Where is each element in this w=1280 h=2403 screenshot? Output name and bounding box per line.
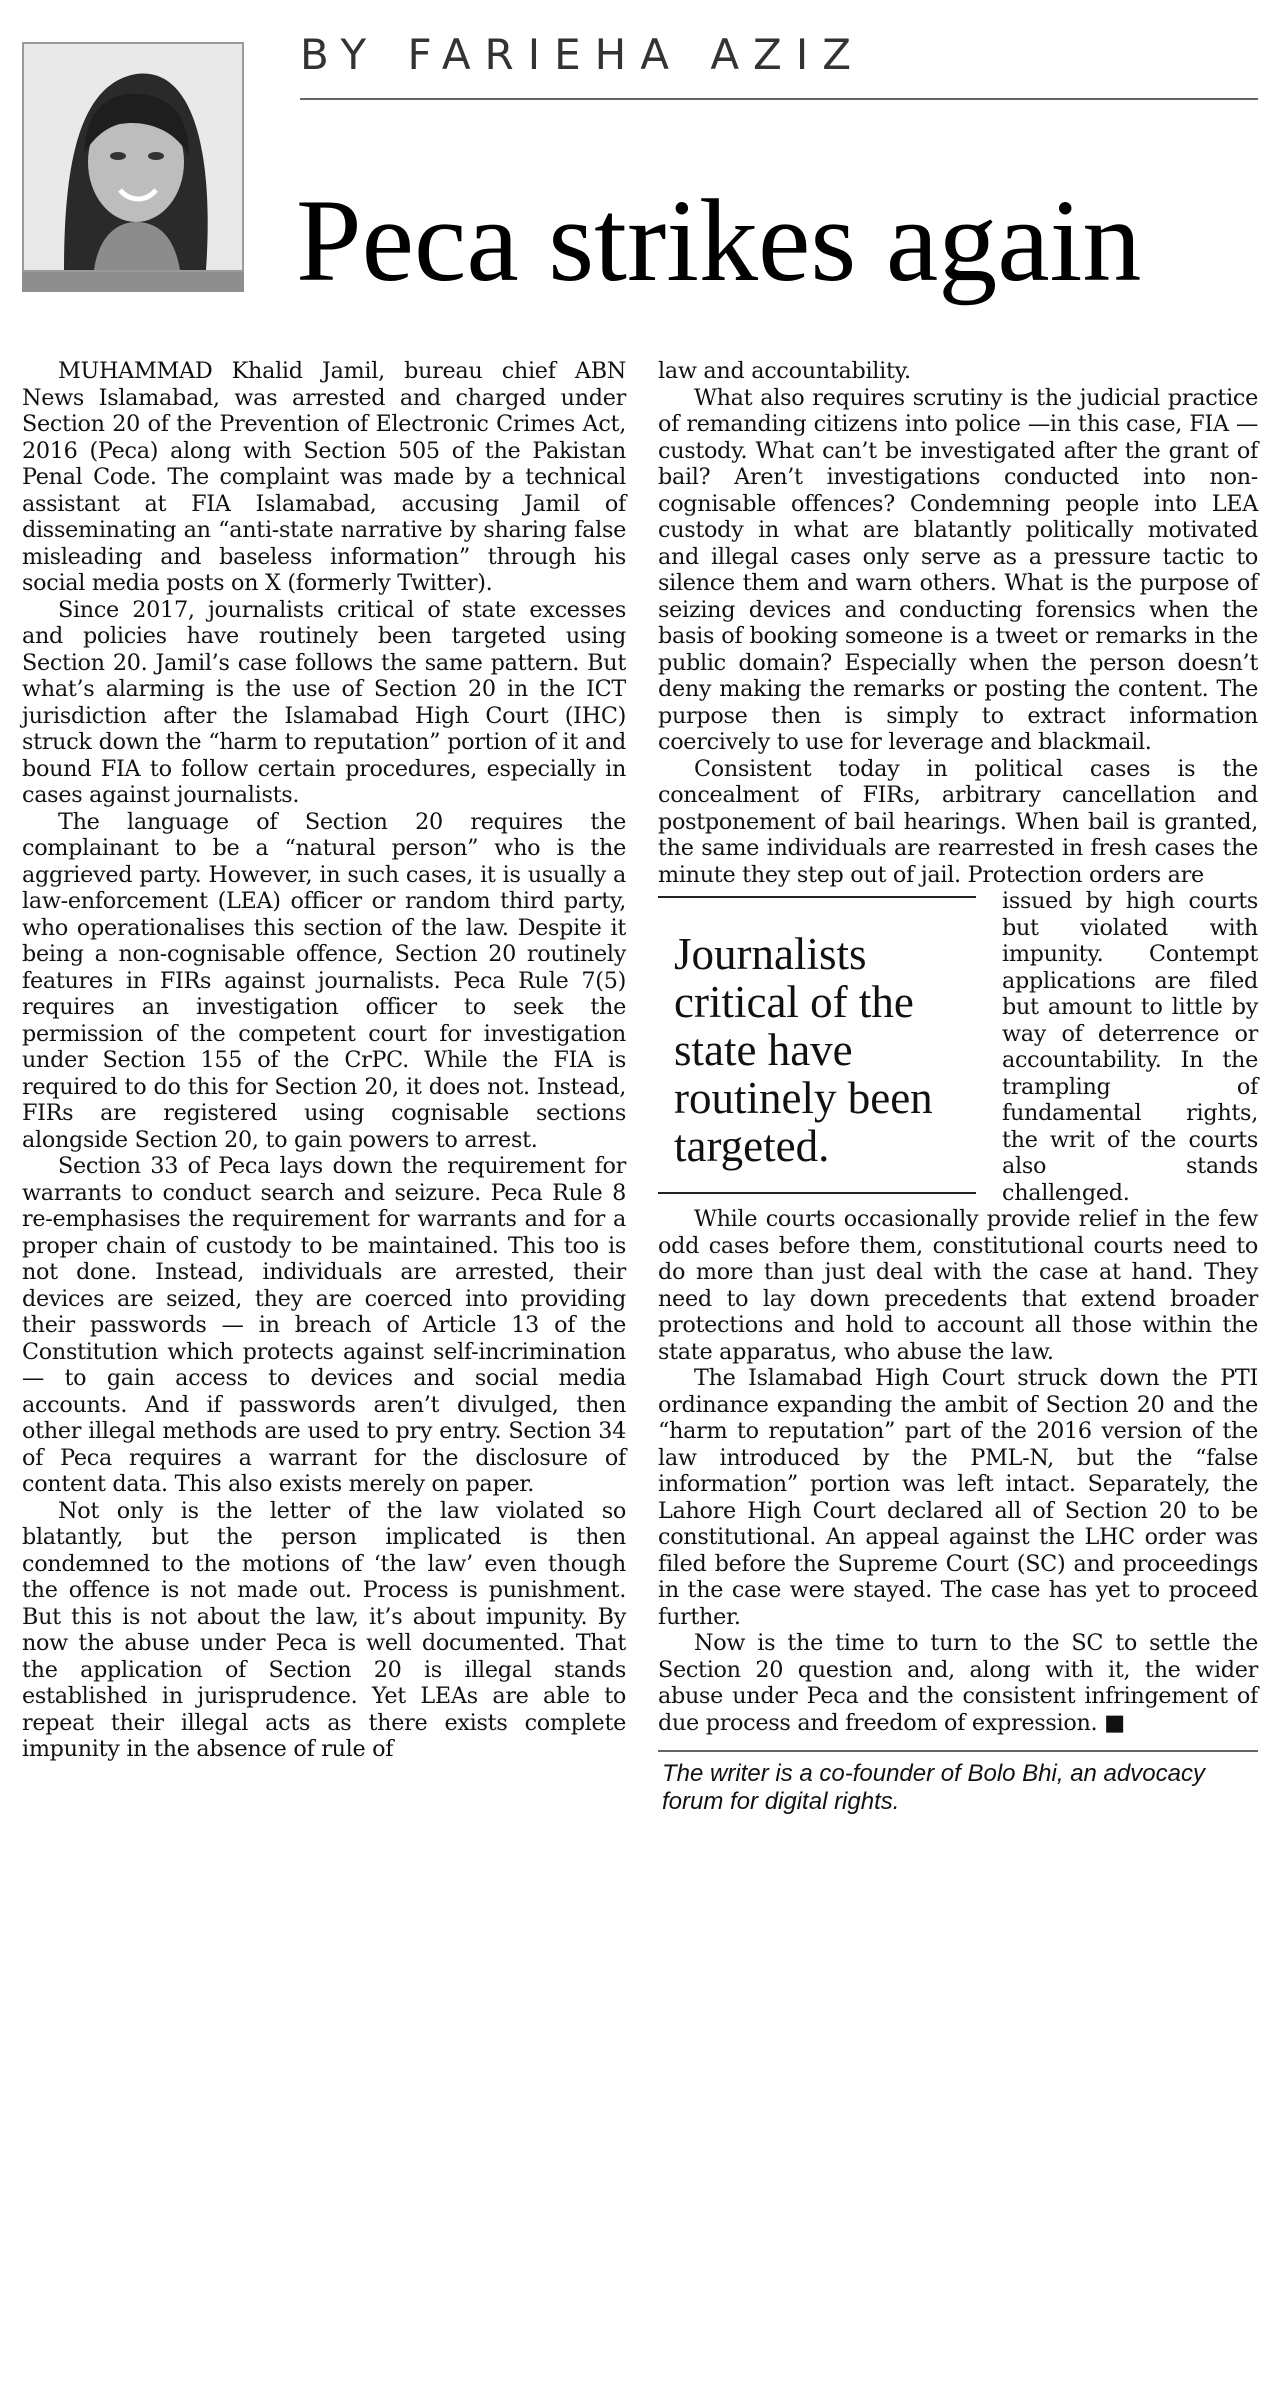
paragraph: Since 2017, journalists critical of state excesses and policies have routinely been targeted using Section 20. Jamil’s case follows the same pattern. But what’s alarming is the use of Section 20 in the ICT jurisdiction after the Islamabad High Court (IHC) struck down the “harm to reputation” portion of it and bound FIA to follow certain procedures, especially in cases against journalists. [22,596,626,808]
photo-caption-bar [22,272,244,292]
author-photo [22,42,244,272]
paragraph: While courts occasionally provide relief in the few odd cases before them, constitutional courts need to do more than just deal with the case at hand. They need to lay down precedents that extend broader protections and hold to account all those within the state apparatus, who abuse the law. [658,1206,1258,1365]
paragraph: Section 33 of Peca lays down the requirement for warrants to conduct search and seizure. Peca Rule 8 re-emphasises the requirement for warrants and for a proper chain of custody to be maintained. This too is not done. Instead, individuals are arrested, their devices are seized, they are coerced into providing their passwords — in breach of Article 13 of the Constitution which protects against self-incrimination — to gain access to devices and social media accounts. And if passwords aren’t divulged, then other illegal methods are used to pry entry. Section 34 of Peca requires a warrant for the disclosure of content data. This also exists merely on paper. [22,1153,626,1497]
article-column-left [22,358,626,1763]
headline: Peca strikes again [296,175,1142,306]
paragraph: What also requires scrutiny is the judicial practice of remanding citizens into police —in this case, FIA — custody. What can’t be investigated after the grant of bail? Aren’t investigations conducted into non-cognisable offences? Condemning people into LEA custody in what are blatantly politically motivated and illegal cases only serve as a pressure tactic to silence them and warn others. What is the purpose of seizing devices and conducting forensics when the basis of booking someone is a tweet or remarks in the public domain? Especially when the person doesn’t deny making the remarks or posting the content. The purpose then is simply to extract information coercively to use for leverage and blackmail. [658,384,1258,755]
footer-divider [658,1750,1258,1752]
paragraph: issued by high courts but violated with impunity. Contempt applications are filed but amount to little by way of deterrence or accountability. In the trampling of fundamental rights, the writ of the courts also stands challenged. [1002,888,1258,1206]
byline: BY FARIEHA AZIZ [300,30,865,79]
article-column-right [658,358,1258,1816]
paragraph: law and accountability. [658,358,911,384]
author-portrait-icon [24,44,242,270]
paragraph: Not only is the letter of the law violated so blatantly, but the person implicated is then condemned to the motions of ‘the law’ even though the offence is not made out. Process is punishment. But this is not about the law, it’s about impunity. By now the abuse under Peca is well documented. That the application of Section 20 is illegal stands established in jurisprudence. Yet LEAs are able to repeat their illegal acts as there exists complete impunity in the absence of rule of [22,1497,626,1762]
author-note: The writer is a co-founder of Bolo Bhi, an advocacy forum for digital rights. [662,1760,1205,1815]
paragraph [658,1630,1258,1736]
paragraph: The language of Section 20 requires the complainant to be a “natural person” who is the aggrieved party. However, in such cases, it is usually a law-enforcement (LEA) officer or random third party, who operationalises this section of the law. Despite it being a non-cognisable offence, Section 20 routinely features in FIRs against journalists. Peca Rule 7(5) requires an investigation officer to seek the permission of the competent court for investigation under Section 155 of the CrPC. While the FIA is required to do this for Section 20, it does not. Instead, FIRs are registered using cognisable sections alongside Section 20, to gain powers to arrest. [22,808,626,1153]
paragraph: MUHAMMAD Khalid Jamil, bureau chief ABN News Islamabad, was arrested and charged under Section 20 of the Prevention of Electronic Crimes Act, 2016 (Peca) along with Section 505 of the Pakistan Penal Code. The complaint was made by a technical assistant at FIA Islamabad, accusing Jamil of disseminating an “anti-state narrative by sharing false misleading and baseless information” through his social media posts on X (formerly Twitter). [22,358,626,596]
end-mark-icon: ■ [1104,1709,1126,1736]
paragraph: Consistent today in political cases is the concealment of FIRs, arbitrary cancellation and postponement of bail hearings. When bail is granted, the same individuals are rearrested in fresh cases the minute they step out of jail. Protection orders are [658,755,1258,888]
byline-divider [300,98,1258,100]
pull-quote: Journalists critical of the state have routinely been targeted. [658,896,976,1194]
closing-paragraph-text: Now is the time to turn to the SC to settle the Section 20 question and, along with it, the wider abuse under Peca and the consistent infringement of due process and freedom of expression. [658,1630,1258,1736]
paragraph: The Islamabad High Court struck down the PTI ordinance expanding the ambit of Section 20 and the “harm to reputation” part of the 2016 version of the law introduced by the PML-N, but the “false information” portion was left intact. Separately, the Lahore High Court declared all of Section 20 to be constitutional. An appeal against the LHC order was filed before the Supreme Court (SC) and proceedings in the case were stayed. The case has yet to proceed further. [658,1365,1258,1630]
